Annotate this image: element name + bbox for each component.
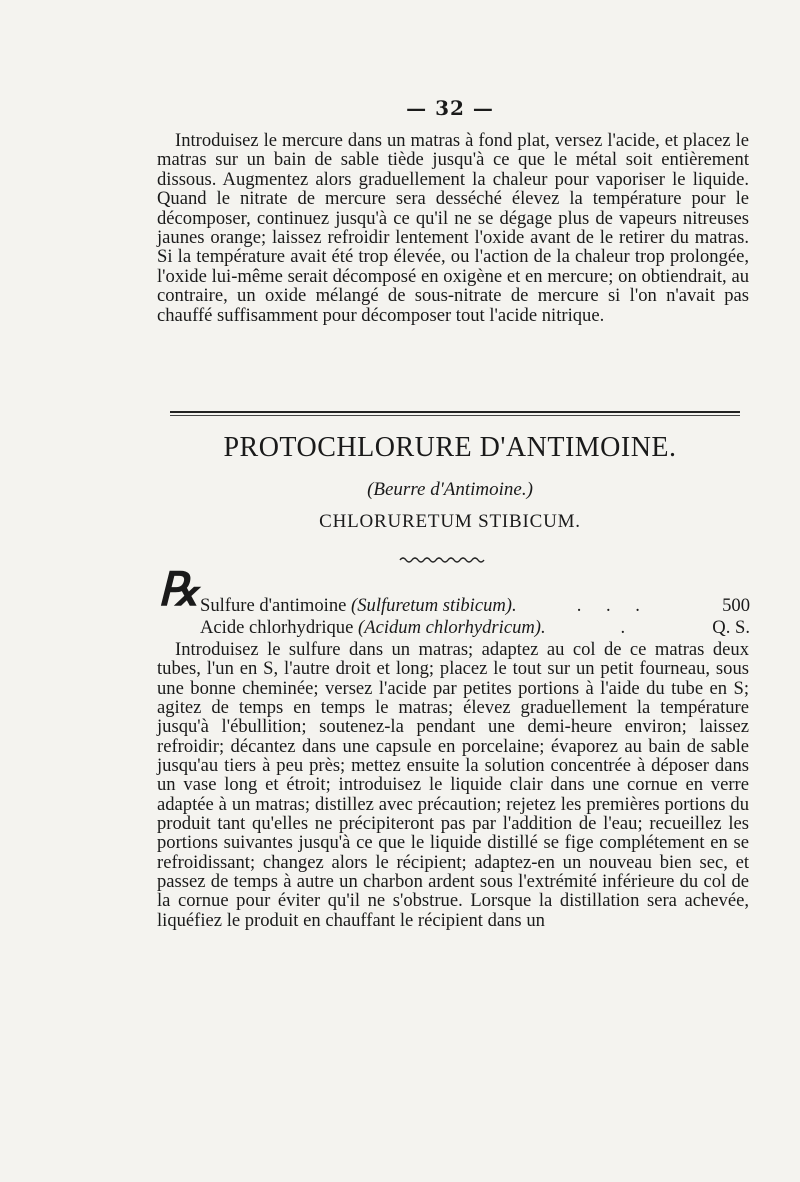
section-divider xyxy=(170,411,740,413)
recipe-symbol-icon: ℞ xyxy=(158,562,200,616)
ingredient-name: Acide chlorhydrique (Acidum chlorhydricum). xyxy=(200,617,546,638)
leader-dots: . xyxy=(620,618,636,638)
ingredient-row xyxy=(200,618,750,638)
intro-paragraph: Introduisez le mercure dans un matras à fond plat, versez l'acide, et placez le matras sur un bain de sable tiède jusqu'à ce que le métal soit entièrement dissous. Augmentez alors graduellement la chaleur pour vaporiser le liquide. Quand le nitrate de mercure sera desséché élevez la température pour le décomposer, continuez jusqu'à ce qu'il ne se dégage plus de vapeurs nitreuses jaunes orange; laissez refroidir lentement l'oxide avant de le retirer du matras. Si la température avait été trop élevée, ou l'action de la chaleur trop prolongée, l'oxide lui-même serait décomposé en oxigène et en mercure; on obtiendrait, au contraire, un oxide mélangé de sous-nitrate de mercure si l'on n'avait pas chauffé suffisamment pour décomposer tout l'acide nitrique. xyxy=(157,130,749,326)
section-title: PROTOCHLORURE D'ANTIMOINE. xyxy=(223,432,677,463)
leader-dots: . . . xyxy=(576,596,650,616)
section-latin-title: CHLORURETUM STIBICUM. xyxy=(319,511,581,532)
section-subtitle: (Beurre d'Antimoine.) xyxy=(367,479,533,500)
section-divider-thin xyxy=(170,415,740,416)
ingredient-name: Sulfure d'antimoine (Sulfuretum stibicum). xyxy=(200,595,517,616)
ingredient-quantity: Q. S. xyxy=(712,617,750,638)
ingredient-latin: (Sulfuretum stibicum). xyxy=(351,595,517,616)
procedure-paragraph: Introduisez le sulfure dans un matras; adaptez au col de ce matras deux tubes, l'un en S, l'autre droit et long; placez le tout sur un petit fourneau, sous une bonne cheminée; versez l'acide par petites portions à l'aide du tube en S; agitez de temps en temps le matras; élevez graduellement la température jusqu'à l'ébullition; soutenez-la pendant une demi-heure environ; laissez refroidir; décantez dans une capsule en porcelaine; évaporez au bain de sable jusqu'au tiers à peu près; mettez ensuite la solution concentrée à déposer dans un vase long et étroit; introduisez le liquide clair dans une cornue en verre adaptée à un matras; distillez avec précaution; rejetez les premières portions du produit tant qu'elles ne précipiteront pas par l'addition de l'eau; recueillez les portions suivantes jusqu'à ce que le liquide distillé se fige complétement en se refroidissant; changez alors le récipient; adaptez-en un nouveau bien sec, et passez de temps à autre un charbon ardent sous l'extrémité inférieure du col de la cornue pour éviter qu'il ne s'obstrue. Lorsque la distillation sera achevée, liquéfiez le produit en chauffant le récipient dans un xyxy=(157,639,749,931)
page-number: — 32 — xyxy=(406,96,494,120)
ingredient-quantity: 500 xyxy=(722,595,750,616)
ingredient-latin: (Acidum chlorhydricum). xyxy=(358,617,546,638)
ingredient-row xyxy=(200,596,750,616)
wavy-ornament-icon xyxy=(398,555,488,565)
